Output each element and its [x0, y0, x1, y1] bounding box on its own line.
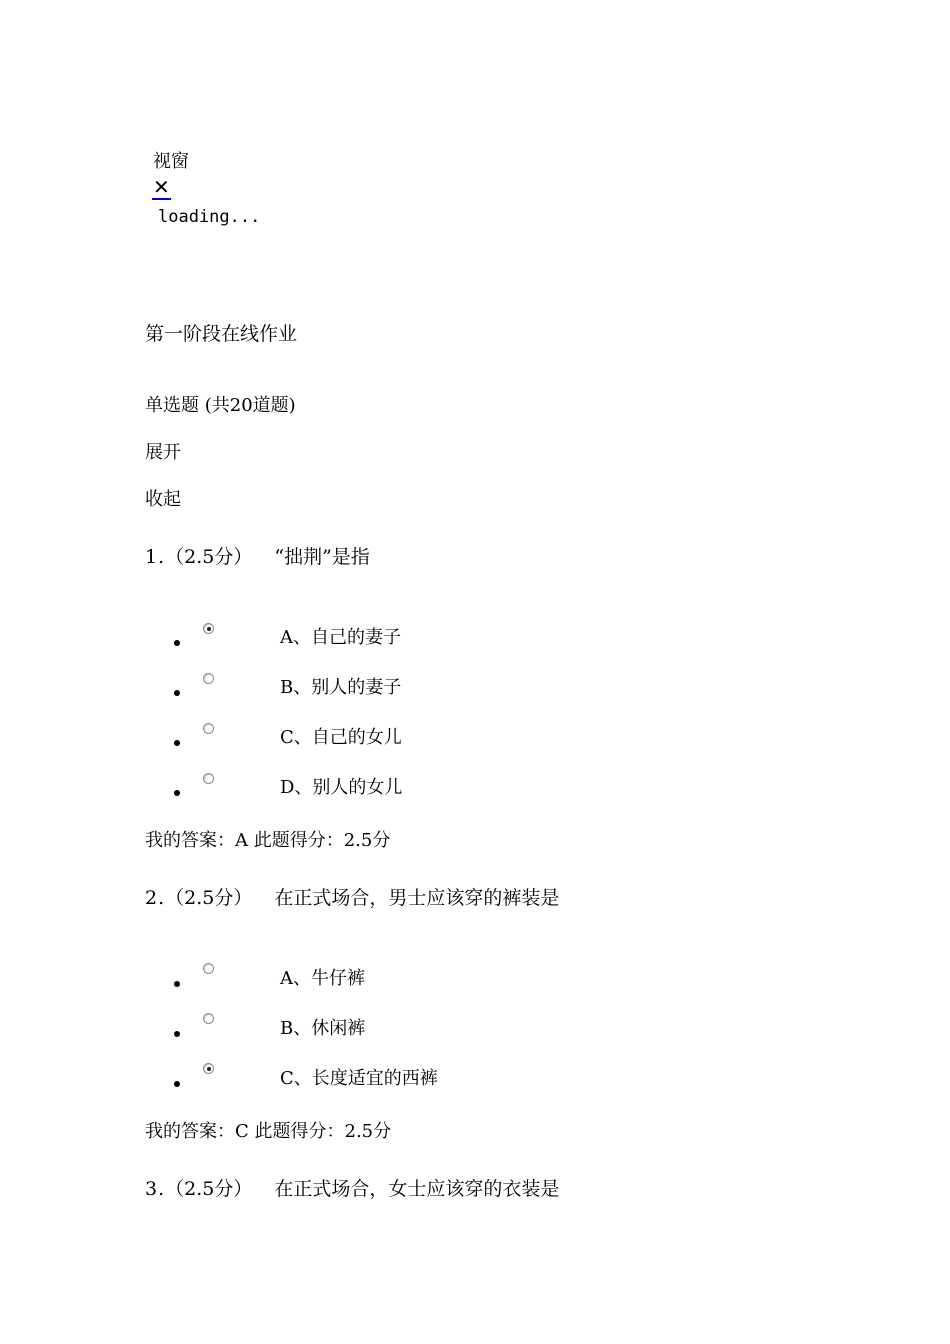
loading-text: loading...: [158, 207, 261, 227]
popup-title: 视窗: [153, 151, 189, 172]
list-bullet: [174, 690, 180, 696]
list-bullet: [174, 790, 180, 796]
radio-q1-c[interactable]: [203, 723, 214, 734]
radio-q1-d[interactable]: [203, 773, 214, 784]
question-points: （2.5分）: [165, 1178, 253, 1200]
expand-link[interactable]: 展开: [145, 442, 181, 463]
question-2-title: [145, 885, 559, 911]
option-label: C、自己的女儿: [280, 727, 402, 748]
question-3-title: [145, 1176, 559, 1202]
list-bullet: [174, 1081, 180, 1087]
question-points: （2.5分）: [165, 546, 253, 568]
option-label: D、别人的女儿: [280, 777, 403, 798]
section-header: 单选题 (共20道题): [145, 395, 296, 416]
option-label: C、长度适宜的西裤: [280, 1068, 438, 1089]
question-text: 在正式场合，男士应该穿的裤装是: [274, 887, 560, 909]
question-text: 在正式场合，女士应该穿的衣装是: [274, 1178, 560, 1200]
list-bullet: [174, 740, 180, 746]
radio-q2-b[interactable]: [203, 1013, 214, 1024]
page-title: 第一阶段在线作业: [145, 323, 298, 345]
radio-q1-a[interactable]: [203, 623, 214, 634]
question-number: 1.: [145, 546, 166, 568]
option-label: A、自己的妻子: [280, 627, 401, 648]
answer-score-line: 我的答案：A 此题得分：2.5分: [145, 830, 391, 851]
radio-q2-c[interactable]: [203, 1063, 214, 1074]
option-label: B、休闲裤: [280, 1018, 366, 1039]
collapse-link[interactable]: 收起: [145, 489, 181, 510]
radio-q2-a[interactable]: [203, 963, 214, 974]
close-icon[interactable]: ✕: [153, 175, 170, 199]
option-label: B、别人的妻子: [280, 677, 402, 698]
radio-q1-b[interactable]: [203, 673, 214, 684]
question-1-title: [145, 544, 370, 570]
option-label: A、牛仔裤: [280, 968, 365, 989]
question-number: 2.: [145, 887, 166, 909]
list-bullet: [174, 981, 180, 987]
list-bullet: [174, 640, 180, 646]
list-bullet: [174, 1031, 180, 1037]
question-number: 3.: [145, 1178, 166, 1200]
question-points: （2.5分）: [165, 887, 253, 909]
question-text: “拙荆”是指: [274, 546, 370, 568]
answer-score-line: 我的答案：C 此题得分：2.5分: [145, 1121, 392, 1142]
